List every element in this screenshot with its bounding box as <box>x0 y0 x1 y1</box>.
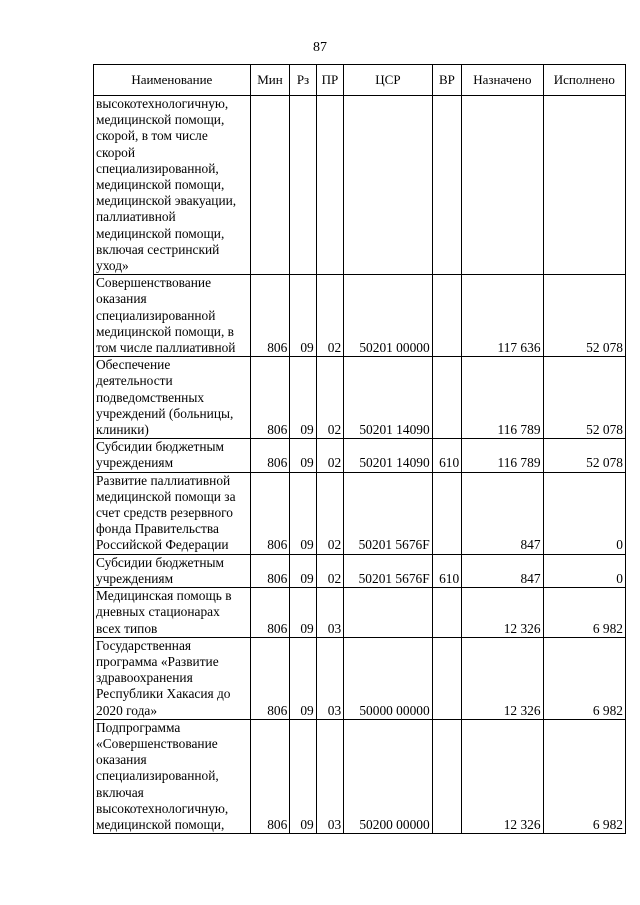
header-csr: ЦСР <box>344 65 432 96</box>
row-executed: 52 078 <box>543 275 625 357</box>
header-min: Мин <box>250 65 290 96</box>
row-vr <box>432 357 461 439</box>
row-vr <box>432 96 461 275</box>
row-pr: 03 <box>316 719 343 833</box>
table-row <box>94 588 626 638</box>
row-name: Совершенствование оказания специализированной медицинской помощи, в том числе паллиативной <box>94 275 251 357</box>
row-name: Обеспечение деятельности подведомственных учреждений (больницы, клиники) <box>94 357 251 439</box>
table-row <box>94 637 626 719</box>
row-name: Подпрограмма «Совершенствование оказания специализированной, включая высокотехнологичную, медицинской помощи, <box>94 719 251 833</box>
row-pr: 02 <box>316 357 343 439</box>
table-row <box>94 439 626 472</box>
row-csr: 50000 00000 <box>344 637 432 719</box>
row-name: Субсидии бюджетным учреждениям <box>94 439 251 472</box>
row-assigned: 116 789 <box>462 439 543 472</box>
row-executed: 0 <box>543 554 625 587</box>
row-name: Субсидии бюджетным учреждениям <box>94 554 251 587</box>
row-pr: 02 <box>316 275 343 357</box>
row-csr: 50200 00000 <box>344 719 432 833</box>
row-assigned: 12 326 <box>462 719 543 833</box>
row-vr <box>432 637 461 719</box>
row-executed: 52 078 <box>543 439 625 472</box>
page-number: 87 <box>313 40 327 55</box>
row-assigned: 116 789 <box>462 357 543 439</box>
row-pr <box>316 96 343 275</box>
row-csr <box>344 588 432 638</box>
row-rz: 09 <box>290 588 316 638</box>
row-min: 806 <box>250 588 290 638</box>
row-min: 806 <box>250 275 290 357</box>
row-vr: 610 <box>432 439 461 472</box>
row-min: 806 <box>250 439 290 472</box>
row-executed <box>543 96 625 275</box>
row-assigned: 12 326 <box>462 588 543 638</box>
row-vr <box>432 719 461 833</box>
row-pr: 02 <box>316 439 343 472</box>
row-rz: 09 <box>290 719 316 833</box>
header-rz: Рз <box>290 65 316 96</box>
row-min: 806 <box>250 554 290 587</box>
row-pr: 02 <box>316 554 343 587</box>
row-min <box>250 96 290 275</box>
row-pr: 03 <box>316 588 343 638</box>
row-vr <box>432 588 461 638</box>
row-vr <box>432 472 461 554</box>
row-executed: 6 982 <box>543 719 625 833</box>
row-rz: 09 <box>290 275 316 357</box>
table-row <box>94 554 626 587</box>
row-executed: 6 982 <box>543 588 625 638</box>
header-pr: ПР <box>316 65 343 96</box>
row-name: Развитие паллиативной медицинской помощи за счет средств резервного фонда Правительства Российской Федерации <box>94 472 251 554</box>
row-executed: 52 078 <box>543 357 625 439</box>
header-name: Наименование <box>94 65 251 96</box>
row-rz <box>290 96 316 275</box>
row-pr: 02 <box>316 472 343 554</box>
row-vr <box>432 275 461 357</box>
header-vr: ВР <box>432 65 461 96</box>
header-executed: Исполнено <box>543 65 625 96</box>
row-name: Государственная программа «Развитие здравоохранения Республики Хакасия до 2020 года» <box>94 637 251 719</box>
row-vr: 610 <box>432 554 461 587</box>
row-min: 806 <box>250 719 290 833</box>
table-row <box>94 472 626 554</box>
row-assigned <box>462 96 543 275</box>
table-row <box>94 275 626 357</box>
row-min: 806 <box>250 637 290 719</box>
row-rz: 09 <box>290 554 316 587</box>
row-rz: 09 <box>290 439 316 472</box>
row-csr: 50201 14090 <box>344 357 432 439</box>
table-row <box>94 719 626 833</box>
row-assigned: 847 <box>462 472 543 554</box>
row-csr: 50201 00000 <box>344 275 432 357</box>
row-min: 806 <box>250 357 290 439</box>
row-csr <box>344 96 432 275</box>
row-pr: 03 <box>316 637 343 719</box>
table-row <box>94 357 626 439</box>
header-assigned: Назначено <box>462 65 543 96</box>
budget-table <box>93 64 626 834</box>
row-rz: 09 <box>290 357 316 439</box>
row-name: высокотехнологичную, медицинской помощи, скорой, в том числе скорой специализированной, медицинской помощи, медицинской эвакуации, паллиативной медицинской помощи, включая сестринский уход» <box>94 96 251 275</box>
row-assigned: 12 326 <box>462 637 543 719</box>
row-assigned: 847 <box>462 554 543 587</box>
table-header-row <box>94 65 626 96</box>
row-csr: 50201 14090 <box>344 439 432 472</box>
row-executed: 0 <box>543 472 625 554</box>
table-row <box>94 96 626 275</box>
row-executed: 6 982 <box>543 637 625 719</box>
row-name: Медицинская помощь в дневных стационарах всех типов <box>94 588 251 638</box>
row-min: 806 <box>250 472 290 554</box>
row-csr: 50201 5676F <box>344 472 432 554</box>
row-csr: 50201 5676F <box>344 554 432 587</box>
row-rz: 09 <box>290 472 316 554</box>
row-rz: 09 <box>290 637 316 719</box>
row-assigned: 117 636 <box>462 275 543 357</box>
